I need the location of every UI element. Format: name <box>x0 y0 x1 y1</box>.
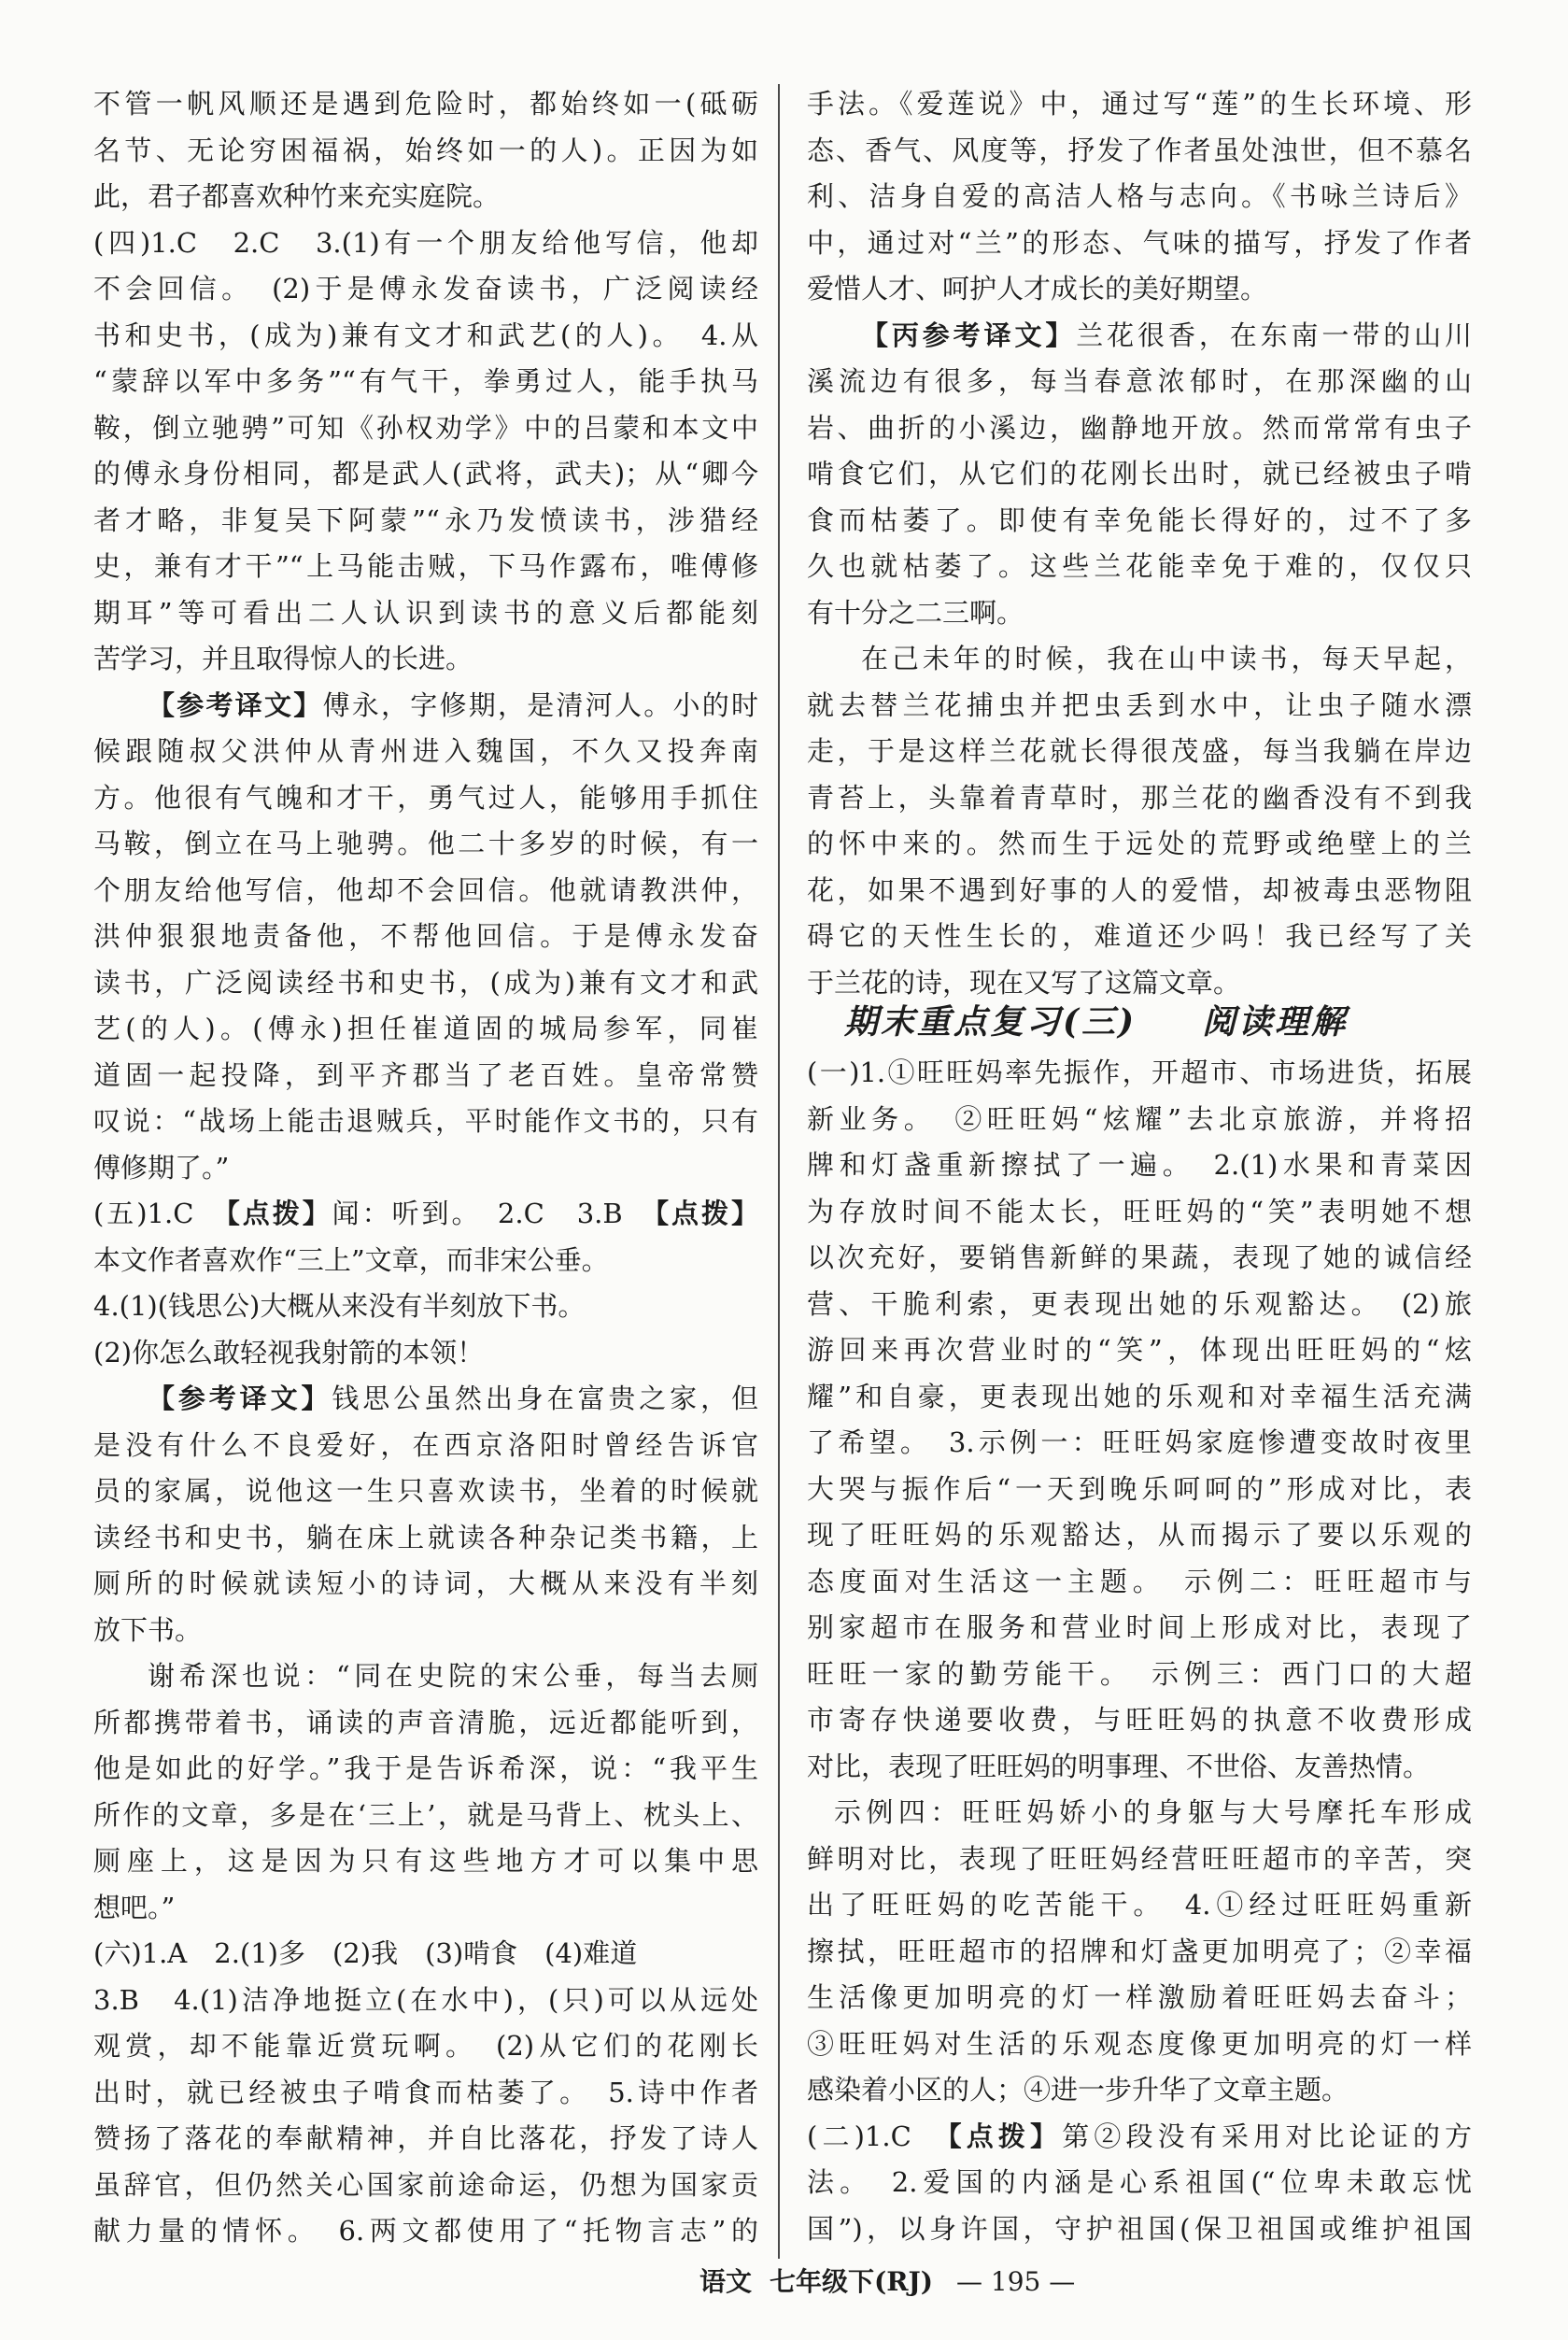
text-line: 所都携带着书，诵读的声音清脆，远近都能听到， <box>93 1706 758 1738</box>
footer-grade: 七年级下(RJ) <box>770 2266 934 2297</box>
text-line: 大哭与振作后“一天到晚乐呵呵的”形成对比，表 <box>807 1472 1472 1505</box>
text-line: 食而枯萎了。即使有幸免能长得好的，过不了多 <box>807 503 1472 536</box>
answer-paragraph <box>807 81 1472 313</box>
section-heading-title: 期末重点复习(三) <box>844 1002 1137 1042</box>
answer-paragraph <box>93 1931 758 1978</box>
text-line: 岩、曲折的小溪边，幽静地开放。然而常常有虫子 <box>807 411 1472 444</box>
text-line: 就去替兰花捕虫并把虫丢到水中，让虫子随水漂 <box>807 688 1472 721</box>
text-line: 期耳”等可看出二人认识到读书的意义后都能刻 <box>93 596 758 629</box>
text-line: (一)1.①旺旺妈率先振作，开超市、市场进货，拓展 <box>807 1057 1472 1088</box>
text-line: 此，君子都喜欢种竹来充实庭院。 <box>93 180 501 212</box>
translation-paragraph <box>807 313 1472 637</box>
text-line: 方。他很有气魄和才干，勇气过人，能够用手抓住 <box>93 781 758 814</box>
text-line: 新业务。 ②旺旺妈“炫耀”去北京旅游，并将招 <box>807 1102 1472 1135</box>
text-line: 不会回信。 (2)于是傅永发奋读书，广泛阅读经 <box>93 273 758 305</box>
translation-paragraph <box>93 81 758 220</box>
text-line: (四)1.C 2.C 3.(1)有一个朋友给他写信，他却 <box>93 226 758 259</box>
text-line <box>807 313 1472 360</box>
text-line: 虽辞官，但仍然关心国家前途命运，仍想为国家贡 <box>93 2168 758 2201</box>
text-line: 苦学习，并且取得惊人的长进。 <box>93 643 473 674</box>
text-line: 利、洁身自爱的高洁人格与志向。《书咏兰诗后》 <box>807 180 1472 212</box>
text-line: 他是如此的好学。”我于是告诉希深，说：“我平生 <box>93 1752 758 1784</box>
text-line: 在己未年的时候，我在山中读书，每天早起， <box>861 643 1472 674</box>
text-line <box>93 1376 758 1423</box>
text-line: 读经书和史书，躺在床上就读各种杂记类书籍，上 <box>93 1521 758 1553</box>
text-segment: 钱思公虽然出身在富贵之家，但 <box>332 1383 758 1414</box>
text-line: 碍它的天性生长的，难道还少吗！我已经写了关 <box>807 920 1472 952</box>
text-line: 久也就枯萎了。这些兰花能幸免于难的，仅仅只 <box>807 550 1472 582</box>
text-line: 名节、无论穷困福祸，始终如一的人)。正因为如 <box>93 134 758 166</box>
text-line: 书和史书，(成为)兼有文才和武艺(的人)。 4.从 <box>93 319 758 351</box>
text-line: 个朋友给他写信，他却不会回信。他就请教洪仲， <box>93 873 758 906</box>
left-column <box>93 81 758 2255</box>
answer-paragraph <box>93 1978 758 2255</box>
text-line <box>807 2114 1472 2161</box>
text-line: 擦拭，旺旺超市的招牌和灯盏更加明亮了；②幸福 <box>807 1935 1472 1967</box>
text-line: 谢希深也说：“同在史院的宋公垂，每当去厕 <box>148 1660 758 1692</box>
text-line: 出时，就已经被虫子啃食而枯萎了。 5.诗中作者 <box>93 2076 758 2108</box>
text-line: 艺(的人)。(傅永)担任崔道固的城局参军，同崔 <box>93 1013 758 1044</box>
bold-label: 【点拨】 <box>948 2120 1063 2152</box>
answer-paragraph <box>807 2114 1472 2253</box>
text-line: 啃食它们，从它们的花刚长出时，就已经被虫子啃 <box>807 458 1472 489</box>
text-line: 出了旺旺妈的吃苦能干。 4.①经过旺旺妈重新 <box>807 1889 1472 1921</box>
translation-paragraph <box>93 1653 758 1931</box>
text-line: 史，兼有才干”“上马能击贼，下马作露布，唯傅修 <box>93 550 758 582</box>
text-line: 溪流边有很多，每当春意浓郁时，在那深幽的山 <box>807 365 1472 397</box>
text-line: 洪仲狠狠地责备他，不帮他回信。于是傅永发奋 <box>93 920 758 952</box>
text-line: 花，如果不遇到好事的人的爱惜，却被毒虫恶物阻 <box>807 873 1472 906</box>
bold-label: 【点拨】 <box>226 1198 332 1229</box>
text-line: 以次充好，要销售新鲜的果蔬，表现了她的诚信经 <box>807 1241 1472 1273</box>
right-column <box>807 81 1472 2252</box>
text-line: (2)你怎么敢轻视我射箭的本领！ <box>93 1336 485 1369</box>
text-line: 了希望。 3.示例一：旺旺妈家庭惨遭变故时夜里 <box>807 1426 1472 1458</box>
text-line: 3.B 4.(1)洁净地挺立(在水中)，(只)可以从远处 <box>93 1983 758 2016</box>
text-line: 感染着小区的人；④进一步升华了文章主题。 <box>807 2074 1349 2106</box>
text-line: 的怀中来的。然而生于远处的荒野或绝壁上的兰 <box>807 828 1472 859</box>
text-line: 法。 2.爱国的内涵是心系祖国(“位卑未敢忘忧 <box>807 2166 1472 2198</box>
text-line: 国”)，以身许国，守护祖国(保卫祖国或维护祖国 <box>807 2212 1472 2245</box>
text-line: 耀”和自豪，更表现出她的乐观和对幸福生活充满 <box>807 1380 1472 1412</box>
text-line: 厕座上，这是因为只有这些地方才可以集中思 <box>93 1845 758 1877</box>
text-line: 员的家属，说他这一生只喜欢读书，坐着的时候就 <box>93 1475 758 1507</box>
translation-paragraph <box>93 1376 758 1653</box>
translation-paragraph <box>807 636 1472 1006</box>
answer-paragraph <box>93 1283 758 1330</box>
footer-subject: 语文 <box>699 2266 753 2297</box>
text-line: 献力量的情怀。 6.两文都使用了“托物言志”的 <box>93 2215 758 2247</box>
text-line: 为存放时间不能太长，旺旺妈的“笑”表明她不想 <box>807 1195 1472 1227</box>
text-line: 4.(1)(钱思公)大概从来没有半刻放下书。 <box>93 1290 586 1322</box>
bold-label: 【丙参考译文】 <box>861 319 1077 351</box>
text-line: 观赏，却不能靠近赏玩啊。 (2)从它们的花刚长 <box>93 2030 758 2062</box>
bold-label: 【参考译文】 <box>148 1383 332 1414</box>
text-line: 青苔上，头靠着青草时，那兰花的幽香没有不到我 <box>807 781 1472 814</box>
text-line: 于兰花的诗，现在又写了这篇文章。 <box>807 966 1241 999</box>
bold-label: 【点拨】 <box>655 1198 758 1229</box>
text-line: 市寄存快递要收费，与旺旺妈的执意不收费形成 <box>807 1704 1472 1736</box>
text-line: 手法。《爱莲说》中，通过写“莲”的生长环境、形 <box>807 88 1472 120</box>
text-line: 鞍，倒立驰骋”可知《孙权劝学》中的吕蒙和本文中 <box>93 411 758 444</box>
column-divider <box>778 84 780 2259</box>
text-line: 牌和灯盏重新擦拭了一遍。 2.(1)水果和青菜因 <box>807 1149 1472 1181</box>
text-segment: 兰花很香，在东南一带的山川 <box>1076 319 1472 351</box>
text-line: 示例四：旺旺妈娇小的身躯与大号摩托车形成 <box>834 1796 1472 1828</box>
text-line: 爱惜人才、呵护人才成长的美好期望。 <box>807 273 1268 305</box>
text-line: 别家超市在服务和营业时间上形成对比，表现了 <box>807 1611 1472 1643</box>
translation-paragraph <box>93 683 758 1192</box>
text-line: 走，于是这样兰花就长得很茂盛，每当我躺在岸边 <box>807 735 1472 767</box>
answer-paragraph <box>93 1330 758 1377</box>
page-number: — 195 — <box>956 2266 1076 2297</box>
text-line: 现了旺旺妈的乐观豁达，从而揭示了要以乐观的 <box>807 1519 1472 1551</box>
section-heading-subtitle: 阅读理解 <box>1202 1002 1349 1042</box>
text-line: 想吧。” <box>93 1891 176 1923</box>
text-line <box>93 683 758 730</box>
text-line <box>93 1191 758 1238</box>
text-line: 叹说：“战场上能击退贼兵，平时能作文书的，只有 <box>93 1105 758 1137</box>
text-segment: (二)1.C <box>807 2120 949 2152</box>
text-line: 中，通过对“兰”的形态、气味的描写，抒发了作者 <box>807 226 1472 259</box>
text-line: 态度面对生活这一主题。 示例二：旺旺超市与 <box>807 1565 1472 1597</box>
text-line: 游回来再次营业时的“笑”，体现出旺旺妈的“炫 <box>807 1334 1472 1366</box>
bold-label: 【参考译文】 <box>148 688 323 721</box>
answer-paragraph <box>807 1050 1472 1790</box>
text-segment: (五)1.C <box>93 1198 227 1229</box>
text-line: 者才略，非复吴下阿蒙”“永乃发愤读书，涉猎经 <box>93 503 758 536</box>
text-line: 本文作者喜欢作“三上”文章，而非宋公垂。 <box>93 1243 609 1276</box>
text-line: 有十分之二三啊。 <box>807 596 1024 629</box>
text-line: 旺旺一家的勤劳能干。 示例三：西门口的大超 <box>807 1657 1472 1690</box>
text-line: 是没有什么不良爱好，在西京洛阳时曾经告诉官 <box>93 1428 758 1461</box>
text-line: 傅修期了。” <box>93 1151 230 1184</box>
text-line: 厕所的时候就读短小的诗词，大概从来没有半刻 <box>93 1567 758 1599</box>
text-line: ③旺旺妈对生活的乐观态度像更加明亮的灯一样 <box>807 2027 1472 2060</box>
text-line: 态、香气、风度等，抒发了作者虽处浊世，但不慕名 <box>807 134 1472 166</box>
text-line: 道固一起投降，到平齐郡当了老百姓。皇帝常赞 <box>93 1058 758 1091</box>
text-line: (六)1.A 2.(1)多 (2)我 (3)啃食 (4)难道 <box>93 1937 638 1969</box>
text-segment: 第②段没有采用对比论证的方 <box>1062 2120 1472 2152</box>
text-segment: 傅永，字修期，是清河人。小的时 <box>322 688 758 721</box>
text-line: 的傅永身份相同，都是武人(武将，武夫)；从“卿今 <box>93 458 758 489</box>
text-line: 所作的文章，多是在‘三上’，就是马背上、枕头上、 <box>93 1798 758 1831</box>
text-line: 营、干脆利索，更表现出她的乐观豁达。 (2)旅 <box>807 1287 1472 1320</box>
text-line: 读书，广泛阅读经书和史书，(成为)兼有文才和武 <box>93 966 758 999</box>
example-paragraph <box>807 1790 1472 2114</box>
section-heading <box>807 1002 1472 1050</box>
text-line: 放下书。 <box>93 1613 203 1646</box>
text-line: 不管一帆风顺还是遇到危险时，都始终如一(砥砺 <box>93 88 758 120</box>
text-segment: 闻：听到。 2.C 3.B <box>332 1198 656 1229</box>
text-line: 鲜明对比，表现了旺旺妈经营旺旺超市的辛苦，突 <box>807 1842 1472 1875</box>
text-line: 生活像更加明亮的灯一样激励着旺旺妈去奋斗； <box>807 1981 1472 2013</box>
text-line: “蒙辞以军中多务”“有气干，拳勇过人，能手执马 <box>93 365 758 397</box>
text-line: 马鞍，倒立在马上驰骋。他二十多岁的时候，有一 <box>93 828 758 859</box>
answer-paragraph <box>93 1191 758 1283</box>
answer-paragraph <box>93 220 758 683</box>
text-line: 对比，表现了旺旺妈的明事理、不世俗、友善热情。 <box>807 1750 1431 1782</box>
text-line: 候跟随叔父洪仲从青州进入魏国，不久又投奔南 <box>93 735 758 767</box>
text-line: 赞扬了落花的奉献精神，并自比落花，抒发了诗人 <box>93 2122 758 2154</box>
